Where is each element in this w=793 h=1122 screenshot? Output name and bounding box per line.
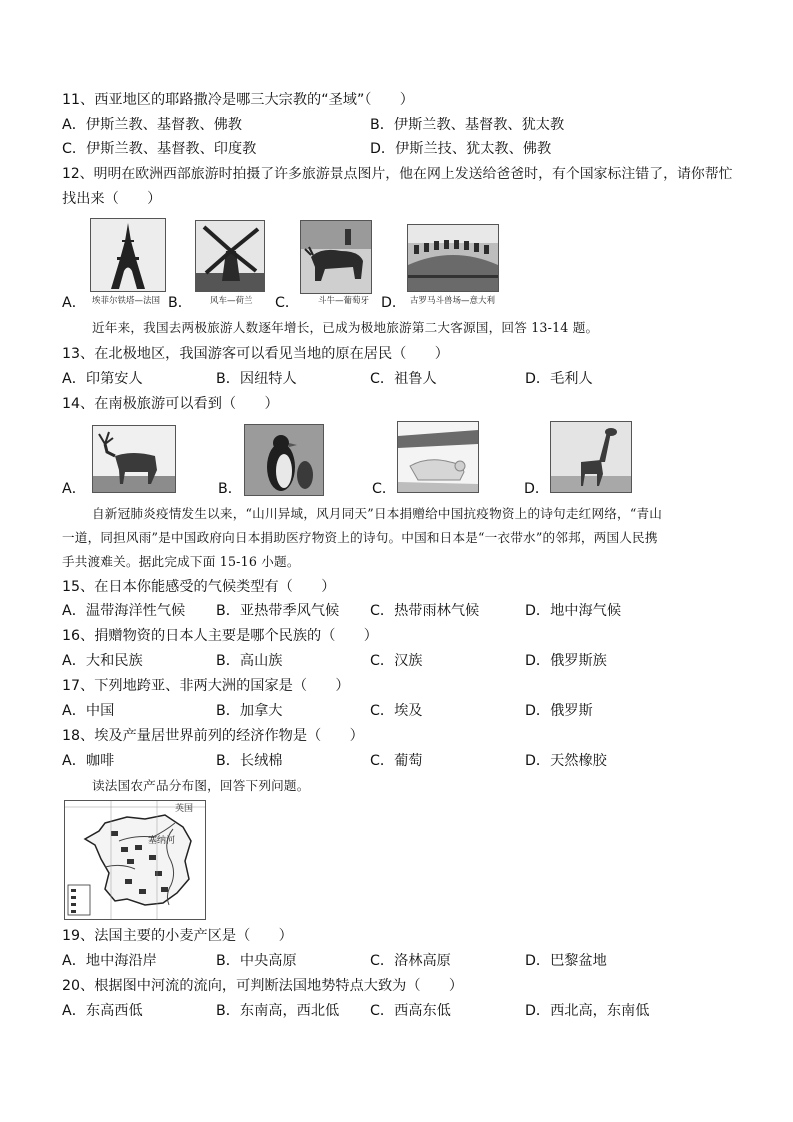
polar-bear-photo bbox=[397, 421, 479, 493]
q20-option-c[interactable]: C．西高东低 bbox=[370, 1003, 451, 1019]
q16-option-b[interactable]: B．高山族 bbox=[216, 653, 283, 669]
reindeer-photo bbox=[92, 425, 176, 493]
q14-stem: 14、在南极旅游可以看到（ ） bbox=[62, 396, 279, 412]
q12-label-d[interactable]: D． bbox=[381, 295, 407, 311]
q13-option-a[interactable]: A．印第安人 bbox=[62, 371, 143, 387]
q14-label-d[interactable]: D． bbox=[524, 481, 550, 497]
q15-option-a[interactable]: A．温带海洋性气候 bbox=[62, 603, 186, 619]
q20-stem: 20、根据图中河流的流向，可判断法国地势特点大致为（ ） bbox=[62, 978, 464, 994]
q16-stem: 16、捐赠物资的日本人主要是哪个民族的（ ） bbox=[62, 628, 378, 644]
q19-stem: 19、法国主要的小麦产区是（ ） bbox=[62, 928, 293, 944]
colosseum-photo bbox=[407, 224, 499, 292]
q12-stem-line1: 12、明明在欧洲西部旅游时拍摄了许多旅游景点图片，他在网上发送给爸爸时，有个国家标注错了，请你帮忙 bbox=[62, 166, 733, 182]
bullfight-photo bbox=[300, 220, 372, 294]
q12-caption-d: 古罗马斗兽场—意大利 bbox=[410, 296, 496, 306]
q18-option-a[interactable]: A．咖啡 bbox=[62, 753, 115, 769]
q17-option-a[interactable]: A．中国 bbox=[62, 703, 115, 719]
q19-option-c[interactable]: C．洛林高原 bbox=[370, 953, 451, 969]
q15-option-b[interactable]: B．亚热带季风气候 bbox=[216, 603, 340, 619]
q18-option-d[interactable]: D．天然橡胶 bbox=[525, 753, 607, 769]
q12-caption-a: 埃菲尔铁塔—法国 bbox=[92, 296, 161, 306]
q12-caption-b: 风车—荷兰 bbox=[210, 296, 253, 306]
q20-option-a[interactable]: A．东高西低 bbox=[62, 1003, 143, 1019]
q12-stem-line2: 找出来（ ） bbox=[62, 191, 162, 207]
q20-option-b[interactable]: B．东南高，西北低 bbox=[216, 1003, 340, 1019]
q11-stem: 11、西亚地区的耶路撒冷是哪三大宗教的“圣域”（ ） bbox=[62, 92, 414, 108]
q15-option-c[interactable]: C．热带雨林气候 bbox=[370, 603, 480, 619]
windmill-photo bbox=[195, 220, 265, 292]
q14-label-c[interactable]: C． bbox=[372, 481, 397, 497]
map-label-uk: 英国 bbox=[175, 804, 194, 814]
q12-caption-c: 斗牛—葡萄牙 bbox=[318, 296, 370, 306]
q12-label-c[interactable]: C． bbox=[275, 295, 300, 311]
q20-option-d[interactable]: D．西北高，东南低 bbox=[525, 1003, 650, 1019]
q17-option-c[interactable]: C．埃及 bbox=[370, 703, 423, 719]
q11-option-d[interactable]: D．伊斯兰技、犹太教、佛教 bbox=[370, 141, 552, 157]
q14-label-a[interactable]: A． bbox=[62, 481, 86, 497]
q13-option-c[interactable]: C．祖鲁人 bbox=[370, 371, 437, 387]
intro-15-16-line2: 一道，同担风雨”是中国政府向日本捐助医疗物资上的诗句。中国和日本是“一衣带水”的邻邦，两国人民携 bbox=[62, 530, 658, 545]
q13-option-b[interactable]: B．因纽特人 bbox=[216, 371, 297, 387]
intro-19-20: 读法国农产品分布图，回答下列问题。 bbox=[92, 778, 310, 793]
q17-stem: 17、下列地跨亚、非两大洲的国家是（ ） bbox=[62, 678, 350, 694]
q15-stem: 15、在日本你能感受的气候类型有（ ） bbox=[62, 579, 336, 595]
q17-option-d[interactable]: D．俄罗斯 bbox=[525, 703, 593, 719]
q15-option-d[interactable]: D．地中海气候 bbox=[525, 603, 622, 619]
q11-option-b[interactable]: B．伊斯兰教、基督教、犹太教 bbox=[370, 117, 565, 133]
q12-label-b[interactable]: B． bbox=[168, 295, 192, 311]
france-agriculture-map bbox=[64, 800, 206, 920]
q16-option-c[interactable]: C．汉族 bbox=[370, 653, 423, 669]
q17-option-b[interactable]: B．加拿大 bbox=[216, 703, 283, 719]
eiffel-tower-photo bbox=[90, 218, 166, 292]
intro-15-16-line3: 手共渡难关。据此完成下面 15-16 小题。 bbox=[62, 554, 300, 569]
q11-option-c[interactable]: C．伊斯兰教、基督教、印度教 bbox=[62, 141, 257, 157]
q19-option-a[interactable]: A．地中海沿岸 bbox=[62, 953, 157, 969]
q12-label-a[interactable]: A． bbox=[62, 295, 86, 311]
q14-label-b[interactable]: B． bbox=[218, 481, 242, 497]
q11-option-a[interactable]: A．伊斯兰教、基督教、佛教 bbox=[62, 117, 242, 133]
q19-option-b[interactable]: B．中央高原 bbox=[216, 953, 297, 969]
q18-stem: 18、埃及产量居世界前列的经济作物是（ ） bbox=[62, 728, 364, 744]
penguin-photo bbox=[244, 424, 324, 496]
q18-option-b[interactable]: B．长绒棉 bbox=[216, 753, 283, 769]
q13-stem: 13、在北极地区，我国游客可以看见当地的原在居民（ ） bbox=[62, 346, 449, 362]
q13-option-d[interactable]: D．毛利人 bbox=[525, 371, 593, 387]
intro-13-14: 近年来，我国去两极旅游人数逐年增长，已成为极地旅游第二大客源国，回答 13-14 题。 bbox=[92, 320, 599, 335]
giraffe-photo bbox=[550, 421, 632, 493]
q16-option-d[interactable]: D．俄罗斯族 bbox=[525, 653, 607, 669]
map-label-seine: 塞纳河 bbox=[148, 836, 176, 846]
q16-option-a[interactable]: A．大和民族 bbox=[62, 653, 143, 669]
q19-option-d[interactable]: D．巴黎盆地 bbox=[525, 953, 607, 969]
q18-option-c[interactable]: C．葡萄 bbox=[370, 753, 423, 769]
intro-15-16-line1: 自新冠肺炎疫情发生以来，“山川异域，风月同天”日本捐赠给中国抗疫物资上的诗句走红网络，“青山 bbox=[92, 506, 663, 521]
